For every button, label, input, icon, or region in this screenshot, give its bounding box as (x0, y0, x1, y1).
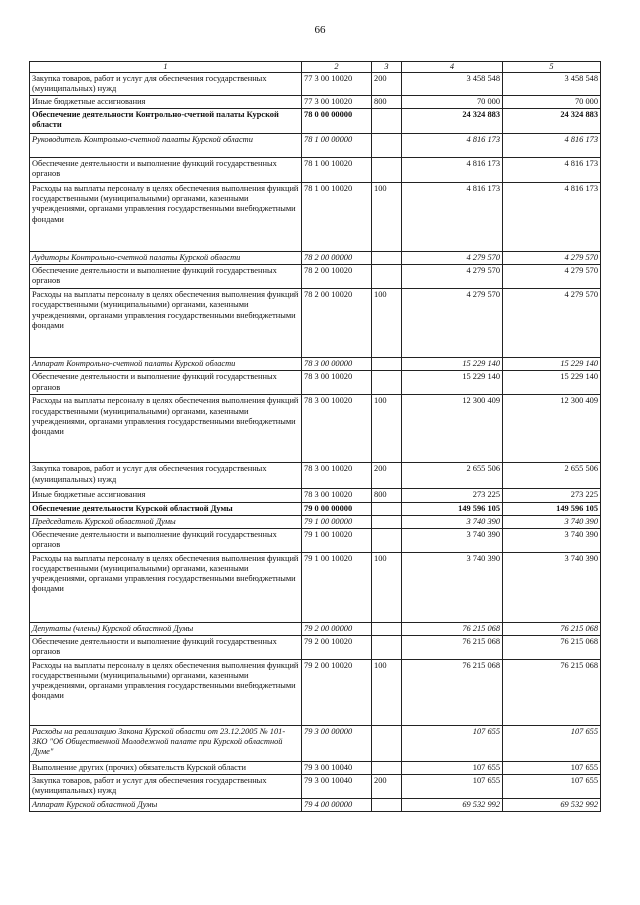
row-name-cell: Председатель Курской областной Думы (30, 515, 302, 528)
row-code-cell: 79 4 00 00000 (302, 798, 372, 811)
row-name-cell: Выполнение других (прочих) обязательств Курской области (30, 761, 302, 774)
row-code-cell: 78 0 00 00000 (302, 109, 372, 134)
row-code-cell: 78 2 00 00000 (302, 252, 372, 265)
row-vr-cell (372, 252, 402, 265)
row-amount-2025-cell: 107 655 (503, 761, 601, 774)
row-code-cell: 79 2 00 10020 (302, 635, 372, 659)
row-amount-2025-cell: 4 279 570 (503, 265, 601, 289)
row-amount-2024-cell: 2 655 506 (402, 463, 503, 489)
row-amount-2024-cell: 4 816 173 (402, 158, 503, 183)
row-amount-2025-cell: 3 740 390 (503, 528, 601, 552)
row-amount-2024-cell: 4 816 173 (402, 134, 503, 158)
row-amount-2025-cell: 149 596 105 (503, 502, 601, 515)
row-name-cell: Обеспечение деятельности и выполнение функций государственных органов (30, 158, 302, 183)
row-amount-2024-cell: 4 279 570 (402, 252, 503, 265)
table-row (30, 798, 601, 811)
row-amount-2025-cell: 4 816 173 (503, 134, 601, 158)
row-vr-cell: 100 (372, 552, 402, 622)
row-vr-cell (372, 158, 402, 183)
row-amount-2024-cell: 24 324 883 (402, 109, 503, 134)
row-code-cell: 78 2 00 10020 (302, 289, 372, 358)
row-name-cell: Аудиторы Контрольно-счетной палаты Курской области (30, 252, 302, 265)
row-vr-cell: 200 (372, 774, 402, 798)
row-vr-cell (372, 622, 402, 635)
table-row (30, 515, 601, 528)
row-amount-2025-cell: 4 279 570 (503, 252, 601, 265)
row-name-cell: Обеспечение деятельности и выполнение функций государственных органов (30, 371, 302, 395)
row-vr-cell: 800 (372, 489, 402, 502)
row-amount-2024-cell: 149 596 105 (402, 502, 503, 515)
row-amount-2024-cell: 3 740 390 (402, 528, 503, 552)
row-vr-cell: 200 (372, 73, 402, 96)
table-row (30, 725, 601, 761)
row-name-cell: Расходы на выплаты персоналу в целях обеспечения выполнения функций государственными (муниципальными) органами, казенными учреждениями, органами управления государственными внебюджетными фондами (30, 289, 302, 358)
row-code-cell: 78 1 00 10020 (302, 183, 372, 252)
table-row (30, 774, 601, 798)
row-name-cell: Расходы на выплаты персоналу в целях обеспечения выполнения функций государственными (муниципальными) органами, казенными учреждениями, органами управления государственными внебюджетными фондами (30, 659, 302, 725)
row-vr-cell (372, 798, 402, 811)
row-name-cell: Иные бюджетные ассигнования (30, 489, 302, 502)
row-vr-cell (372, 371, 402, 395)
row-amount-2025-cell: 15 229 140 (503, 371, 601, 395)
row-amount-2024-cell: 76 215 068 (402, 622, 503, 635)
row-code-cell: 79 1 00 00000 (302, 515, 372, 528)
row-vr-cell (372, 635, 402, 659)
row-code-cell: 78 2 00 10020 (302, 265, 372, 289)
row-amount-2025-cell: 76 215 068 (503, 622, 601, 635)
header-col-1: 1 (30, 62, 302, 73)
row-amount-2024-cell: 107 655 (402, 725, 503, 761)
table-row (30, 265, 601, 289)
row-vr-cell (372, 502, 402, 515)
table-row (30, 371, 601, 395)
table-row (30, 96, 601, 109)
row-amount-2024-cell: 273 225 (402, 489, 503, 502)
row-name-cell: Обеспечение деятельности и выполнение функций государственных органов (30, 528, 302, 552)
row-amount-2024-cell: 3 740 390 (402, 552, 503, 622)
row-vr-cell: 100 (372, 395, 402, 463)
row-amount-2025-cell: 4 279 570 (503, 289, 601, 358)
row-name-cell: Расходы на выплаты персоналу в целях обеспечения выполнения функций государственными (муниципальными) органами, казенными учреждениями, органами управления государственными внебюджетными фондами (30, 552, 302, 622)
row-vr-cell (372, 265, 402, 289)
table-row (30, 635, 601, 659)
row-code-cell: 79 3 00 10040 (302, 774, 372, 798)
row-code-cell: 79 2 00 00000 (302, 622, 372, 635)
table-row (30, 134, 601, 158)
row-vr-cell (372, 515, 402, 528)
row-amount-2024-cell: 69 532 992 (402, 798, 503, 811)
row-name-cell: Обеспечение деятельности Курской областной Думы (30, 502, 302, 515)
row-amount-2025-cell: 3 740 390 (503, 552, 601, 622)
row-vr-cell (372, 109, 402, 134)
row-name-cell: Закупка товаров, работ и услуг для обеспечения государственных (муниципальных) нужд (30, 463, 302, 489)
row-code-cell: 79 0 00 00000 (302, 502, 372, 515)
row-vr-cell (372, 134, 402, 158)
row-name-cell: Расходы на реализацию Закона Курской области от 23.12.2005 № 101-ЗКО "Об Общественной Молодежной палате при Курской областной Думе" (30, 725, 302, 761)
row-amount-2025-cell: 24 324 883 (503, 109, 601, 134)
row-amount-2025-cell: 107 655 (503, 725, 601, 761)
header-col-2: 2 (302, 62, 372, 73)
row-name-cell: Обеспечение деятельности Контрольно-счетной палаты Курской области (30, 109, 302, 134)
row-amount-2025-cell: 4 816 173 (503, 183, 601, 252)
row-code-cell: 78 1 00 10020 (302, 158, 372, 183)
table-row (30, 622, 601, 635)
table-row (30, 183, 601, 252)
row-amount-2024-cell: 15 229 140 (402, 371, 503, 395)
row-code-cell: 79 2 00 10020 (302, 659, 372, 725)
header-col-4: 4 (402, 62, 503, 73)
header-col-5: 5 (503, 62, 601, 73)
row-code-cell: 79 1 00 10020 (302, 552, 372, 622)
row-code-cell: 78 3 00 10020 (302, 489, 372, 502)
row-amount-2025-cell: 69 532 992 (503, 798, 601, 811)
row-name-cell: Иные бюджетные ассигнования (30, 96, 302, 109)
row-amount-2025-cell: 76 215 068 (503, 635, 601, 659)
row-name-cell: Обеспечение деятельности и выполнение функций государственных органов (30, 635, 302, 659)
row-name-cell: Расходы на выплаты персоналу в целях обеспечения выполнения функций государственными (муниципальными) органами, казенными учреждениями, органами управления государственными внебюджетными фондами (30, 395, 302, 463)
row-amount-2025-cell: 107 655 (503, 774, 601, 798)
row-code-cell: 77 3 00 10020 (302, 96, 372, 109)
row-vr-cell: 800 (372, 96, 402, 109)
table-row (30, 659, 601, 725)
page-number: 66 (314, 24, 326, 36)
row-amount-2025-cell: 12 300 409 (503, 395, 601, 463)
row-amount-2025-cell: 76 215 068 (503, 659, 601, 725)
row-vr-cell (372, 725, 402, 761)
table-row (30, 502, 601, 515)
row-vr-cell: 100 (372, 659, 402, 725)
row-amount-2024-cell: 12 300 409 (402, 395, 503, 463)
row-code-cell: 78 3 00 10020 (302, 395, 372, 463)
row-vr-cell (372, 761, 402, 774)
row-amount-2024-cell: 107 655 (402, 761, 503, 774)
row-amount-2024-cell: 107 655 (402, 774, 503, 798)
row-amount-2024-cell: 4 279 570 (402, 265, 503, 289)
table-row (30, 395, 601, 463)
row-name-cell: Обеспечение деятельности и выполнение функций государственных органов (30, 265, 302, 289)
row-vr-cell (372, 528, 402, 552)
row-amount-2025-cell: 15 229 140 (503, 358, 601, 371)
row-name-cell: Депутаты (члены) Курской областной Думы (30, 622, 302, 635)
row-code-cell: 79 1 00 10020 (302, 528, 372, 552)
row-amount-2024-cell: 3 458 548 (402, 73, 503, 96)
row-amount-2024-cell: 70 000 (402, 96, 503, 109)
row-code-cell: 78 3 00 00000 (302, 358, 372, 371)
row-code-cell: 77 3 00 10020 (302, 73, 372, 96)
row-vr-cell: 100 (372, 183, 402, 252)
row-name-cell: Аппарат Курской областной Думы (30, 798, 302, 811)
table-row (30, 73, 601, 96)
table-row (30, 528, 601, 552)
table-row (30, 552, 601, 622)
row-name-cell: Закупка товаров, работ и услуг для обеспечения государственных (муниципальных) нужд (30, 73, 302, 96)
row-amount-2024-cell: 76 215 068 (402, 659, 503, 725)
budget-table (29, 61, 601, 812)
table-row (30, 463, 601, 489)
row-code-cell: 78 1 00 00000 (302, 134, 372, 158)
row-code-cell: 78 3 00 10020 (302, 463, 372, 489)
table-row (30, 252, 601, 265)
row-amount-2024-cell: 15 229 140 (402, 358, 503, 371)
row-name-cell: Аппарат Контрольно-счетной палаты Курской области (30, 358, 302, 371)
row-name-cell: Руководитель Контрольно-счетной палаты Курской области (30, 134, 302, 158)
table-row (30, 761, 601, 774)
row-vr-cell (372, 358, 402, 371)
table-row (30, 158, 601, 183)
row-amount-2025-cell: 2 655 506 (503, 463, 601, 489)
row-amount-2025-cell: 3 458 548 (503, 73, 601, 96)
row-amount-2024-cell: 4 816 173 (402, 183, 503, 252)
row-name-cell: Закупка товаров, работ и услуг для обеспечения государственных (муниципальных) нужд (30, 774, 302, 798)
row-name-cell: Расходы на выплаты персоналу в целях обеспечения выполнения функций государственными (муниципальными) органами, казенными учреждениями, органами управления государственными внебюджетными фондами (30, 183, 302, 252)
row-amount-2025-cell: 4 816 173 (503, 158, 601, 183)
table-row (30, 289, 601, 358)
table-header-row (30, 62, 601, 73)
row-amount-2024-cell: 3 740 390 (402, 515, 503, 528)
row-vr-cell: 200 (372, 463, 402, 489)
header-col-3: 3 (372, 62, 402, 73)
row-amount-2024-cell: 76 215 068 (402, 635, 503, 659)
row-amount-2025-cell: 3 740 390 (503, 515, 601, 528)
table-row (30, 489, 601, 502)
table-row (30, 109, 601, 134)
row-amount-2025-cell: 70 000 (503, 96, 601, 109)
row-code-cell: 78 3 00 10020 (302, 371, 372, 395)
table-row (30, 358, 601, 371)
row-vr-cell: 100 (372, 289, 402, 358)
row-code-cell: 79 3 00 10040 (302, 761, 372, 774)
row-amount-2024-cell: 4 279 570 (402, 289, 503, 358)
row-amount-2025-cell: 273 225 (503, 489, 601, 502)
row-code-cell: 79 3 00 00000 (302, 725, 372, 761)
